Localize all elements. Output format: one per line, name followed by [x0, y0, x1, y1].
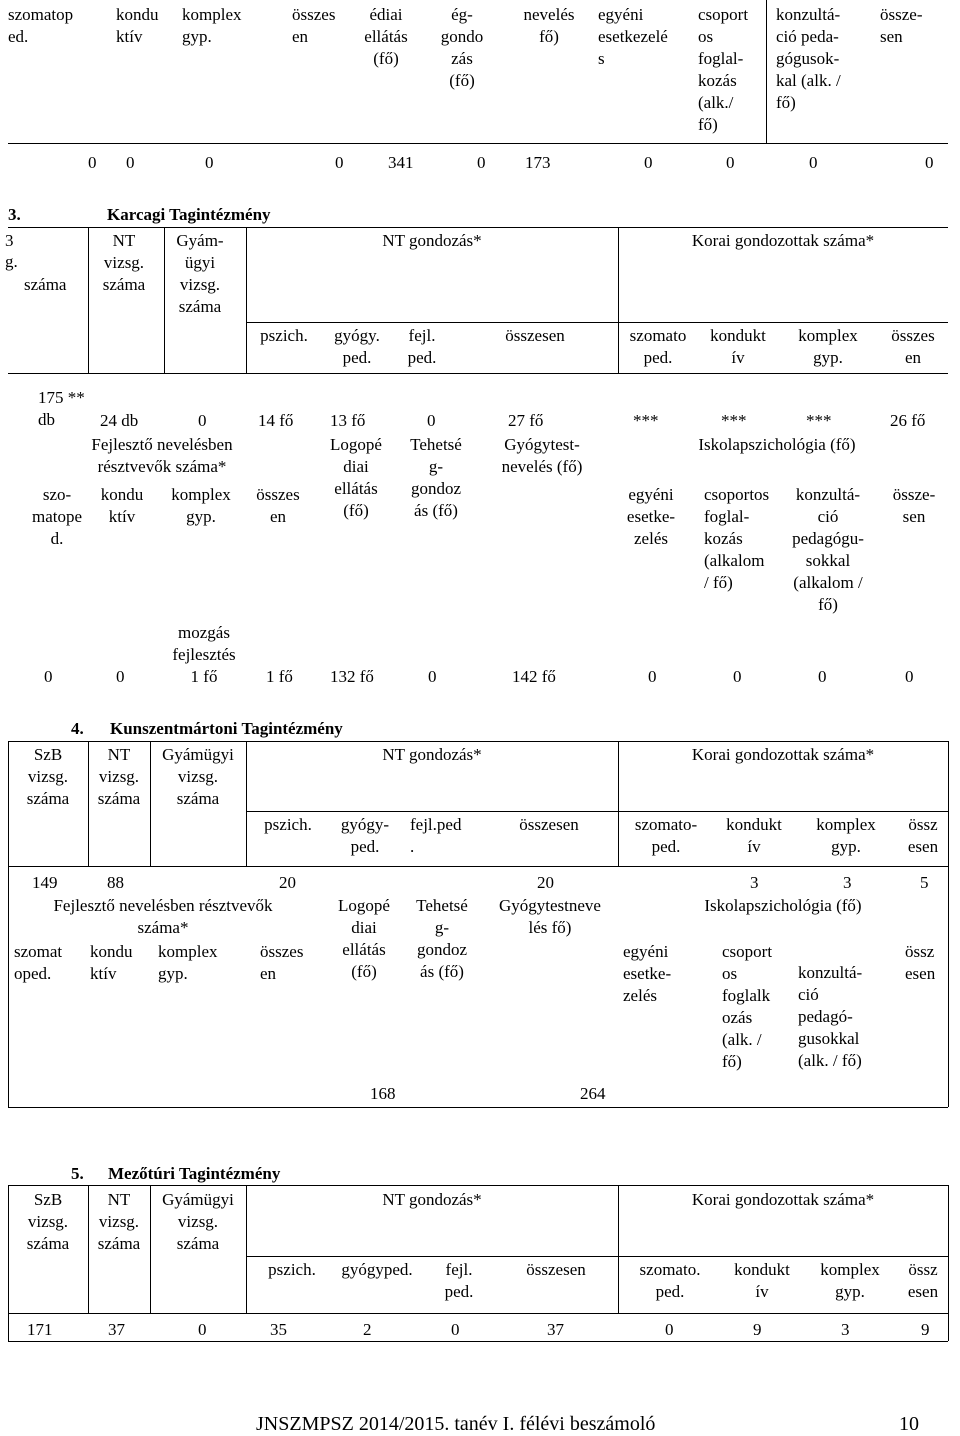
header-cell: pszich.: [268, 1260, 316, 1279]
header-cell: Fejlesztő nevelésben résztvevők száma*: [53, 896, 273, 937]
header-cell: gyógyped.: [341, 1260, 413, 1279]
header-cell: csoport os foglalk ozás (alk. / fő): [722, 942, 773, 1071]
value-cell: ***: [806, 411, 832, 430]
header-cell: fejl. ped.: [444, 1260, 474, 1301]
section-title: Karcagi Tagintézmény: [107, 205, 271, 224]
header-cell: konzultá- ció pedagógu- sokkal (alkalom / fő): [792, 485, 864, 614]
value-cell: 0: [126, 153, 135, 172]
header-cell: Gyámügyi vizsg. száma: [162, 745, 234, 808]
section-number: 4.: [71, 719, 84, 738]
page-footer-text: JNSZMPSZ 2014/2015. tanév I. félévi beszámoló: [256, 1413, 656, 1435]
value-cell: 0: [116, 667, 125, 686]
value-cell: 142 fő: [512, 667, 556, 686]
header-cell: pszich.: [264, 815, 312, 834]
value-cell: mozgás fejlesztés 1 fő: [172, 623, 236, 686]
value-cell: 0: [925, 153, 934, 172]
divider: [246, 811, 948, 812]
divider: [246, 227, 247, 373]
header-cell: szomato. ped.: [639, 1260, 701, 1301]
header-cell: SzB vizsg. száma: [26, 745, 70, 808]
divider: [164, 227, 165, 373]
header-cell: Iskolapszichológia (fő): [698, 435, 856, 454]
header-cell: Iskolapszichológia (fő): [704, 896, 862, 915]
divider: [8, 1341, 948, 1342]
value-cell: 20: [279, 873, 296, 892]
value-cell: 35: [270, 1320, 287, 1339]
header-cell: összes en: [292, 5, 336, 46]
value-cell: 37: [108, 1320, 125, 1339]
header-cell: nevelés fő): [523, 5, 575, 46]
value-cell: 0: [648, 667, 657, 686]
value-cell: 0: [335, 153, 344, 172]
header-cell: egyéni esetkezelé s: [598, 5, 668, 68]
header-cell: 3: [5, 231, 14, 250]
divider: [8, 1107, 948, 1108]
value-cell: 0: [644, 153, 653, 172]
value-cell: 0: [726, 153, 735, 172]
value-cell: 173: [525, 153, 551, 172]
header-cell: össz esen: [907, 1260, 939, 1301]
value-cell: 3: [843, 873, 852, 892]
header-cell: Fejlesztő nevelésben résztvevők száma*: [91, 435, 233, 476]
header-cell: száma: [24, 275, 67, 294]
divider: [88, 227, 89, 373]
value-cell: 175 ** db: [38, 388, 85, 429]
header-cell: kondu ktív: [90, 942, 133, 983]
header-cell: komplex gyp.: [182, 5, 242, 46]
header-cell: NT gondozás*: [382, 1190, 482, 1209]
header-cell: Korai gondozottak száma*: [691, 745, 875, 764]
header-cell: kondu ktív: [100, 485, 144, 526]
header-cell: komplex gyp.: [820, 1260, 880, 1301]
header-cell: összes en: [256, 485, 300, 526]
value-cell: 1 fő: [266, 667, 293, 686]
value-cell: 88: [107, 873, 124, 892]
header-cell: Logopé diai ellátás (fő): [338, 896, 390, 981]
header-cell: szo- matope d.: [31, 485, 83, 548]
header-cell: összesen: [526, 1260, 586, 1279]
value-cell: 5: [920, 873, 929, 892]
header-cell: Tehetsé g- gondoz ás (fő): [416, 896, 468, 981]
divider: [8, 866, 948, 867]
value-cell: 168: [370, 1084, 396, 1103]
header-cell: szomato- ped.: [634, 815, 698, 856]
value-cell: ***: [721, 411, 747, 430]
header-cell: NT gondozás*: [382, 231, 482, 250]
value-cell: 171: [27, 1320, 53, 1339]
value-cell: 13 fő: [330, 411, 366, 430]
divider: [766, 0, 767, 143]
divider: [8, 741, 948, 742]
header-cell: összes en: [891, 326, 935, 367]
value-cell: 0: [88, 153, 97, 172]
header-cell: édiai ellátás (fő): [364, 5, 408, 68]
header-cell: pszich.: [260, 326, 308, 345]
value-cell: 14 fő: [258, 411, 294, 430]
header-cell: Gyógytest- nevelés (fő): [501, 435, 583, 476]
header-cell: Tehetsé g- gondoz ás (fő): [410, 435, 462, 520]
header-cell: Gyógytestneve lés fő): [499, 896, 601, 937]
header-cell: összesen: [519, 815, 579, 834]
divider: [618, 227, 619, 373]
value-cell: 0: [733, 667, 742, 686]
header-cell: egyéni esetke- zelés: [626, 485, 676, 548]
section-title: Mezőtúri Tagintézmény: [108, 1164, 281, 1183]
header-cell: szomat oped.: [14, 942, 63, 983]
value-cell: 2: [363, 1320, 372, 1339]
header-cell: NT vizsg. száma: [102, 231, 146, 294]
header-cell: kondukt ív: [710, 326, 766, 367]
divider: [8, 373, 948, 374]
divider: [948, 1185, 949, 1341]
header-cell: szomatop ed.: [8, 5, 74, 46]
header-cell: össz esen: [907, 815, 939, 856]
value-cell: 0: [665, 1320, 674, 1339]
value-cell: 3: [750, 873, 759, 892]
divider: [246, 1256, 948, 1257]
value-cell: 149: [32, 873, 58, 892]
divider: [8, 1313, 948, 1314]
value-cell: 37: [547, 1320, 564, 1339]
header-cell: NT vizsg. száma: [97, 1190, 141, 1253]
header-cell: összes en: [260, 942, 304, 983]
section-title: Kunszentmártoni Tagintézmény: [110, 719, 343, 738]
header-cell: komplex gyp.: [158, 942, 218, 983]
header-cell: Korai gondozottak száma*: [691, 231, 875, 250]
header-cell: kondu ktív: [116, 5, 159, 46]
header-cell: fejl.ped .: [410, 815, 462, 856]
divider: [8, 1185, 948, 1186]
value-cell: 3: [841, 1320, 850, 1339]
value-cell: 26 fő: [890, 411, 926, 430]
header-cell: konzultá- ció pedagó- gusokkal (alk. / fő): [798, 963, 863, 1070]
value-cell: 0: [44, 667, 53, 686]
divider: [8, 227, 948, 228]
section-number: 5.: [71, 1164, 84, 1183]
header-cell: Korai gondozottak száma*: [691, 1190, 875, 1209]
value-cell: 341: [388, 153, 414, 172]
section-number: 3.: [8, 205, 21, 224]
value-cell: 0: [198, 1320, 207, 1339]
value-cell: 20: [537, 873, 554, 892]
header-cell: NT gondozás*: [382, 745, 482, 764]
value-cell: 0: [198, 411, 207, 430]
header-cell: kondukt ív: [726, 815, 782, 856]
header-cell: Gyámügyi vizsg. száma: [162, 1190, 234, 1253]
header-cell: SzB vizsg. száma: [26, 1190, 70, 1253]
header-cell: össze- sen: [892, 485, 936, 526]
value-cell: 0: [818, 667, 827, 686]
header-cell: össz esen: [905, 942, 936, 983]
value-cell: 24 db: [100, 411, 139, 430]
header-cell: gyógy- ped.: [340, 815, 390, 856]
value-cell: 0: [809, 153, 818, 172]
value-cell: 9: [753, 1320, 762, 1339]
header-cell: komplex gyp.: [171, 485, 231, 526]
header-cell: fejl. ped.: [407, 326, 437, 367]
value-cell: 0: [205, 153, 214, 172]
value-cell: 0: [427, 411, 436, 430]
value-cell: ***: [633, 411, 659, 430]
header-cell: ég- gondo zás (fő): [440, 5, 484, 90]
header-cell: NT vizsg. száma: [97, 745, 141, 808]
header-cell: csoport os foglal- kozás (alk./ fő): [698, 5, 749, 134]
value-cell: 0: [905, 667, 914, 686]
page-number: 10: [899, 1413, 919, 1435]
header-cell: szomato ped.: [629, 326, 687, 367]
value-cell: 132 fő: [330, 667, 374, 686]
header-cell: csoportos foglal- kozás (alkalom / fő): [704, 485, 770, 592]
header-cell: összesen: [505, 326, 565, 345]
value-cell: 9: [921, 1320, 930, 1339]
header-cell: komplex gyp.: [816, 815, 876, 856]
header-cell: Gyám- ügyi vizsg. száma: [176, 231, 224, 316]
header-cell: g.: [5, 252, 18, 271]
header-cell: konzultá- ció peda- gógusok- kal (alk. / fő): [776, 5, 841, 112]
header-cell: gyógy. ped.: [334, 326, 380, 367]
value-cell: 0: [428, 667, 437, 686]
header-cell: egyéni esetke- zelés: [623, 942, 672, 1005]
divider: [8, 143, 948, 144]
value-cell: 27 fő: [508, 411, 544, 430]
header-cell: kondukt ív: [734, 1260, 790, 1301]
header-cell: Logopé diai ellátás (fő): [330, 435, 382, 520]
value-cell: 0: [451, 1320, 460, 1339]
value-cell: 264: [580, 1084, 606, 1103]
header-cell: komplex gyp.: [798, 326, 858, 367]
value-cell: 0: [477, 153, 486, 172]
header-cell: össze- sen: [880, 5, 923, 46]
divider: [246, 322, 948, 323]
divider: [948, 741, 949, 1107]
